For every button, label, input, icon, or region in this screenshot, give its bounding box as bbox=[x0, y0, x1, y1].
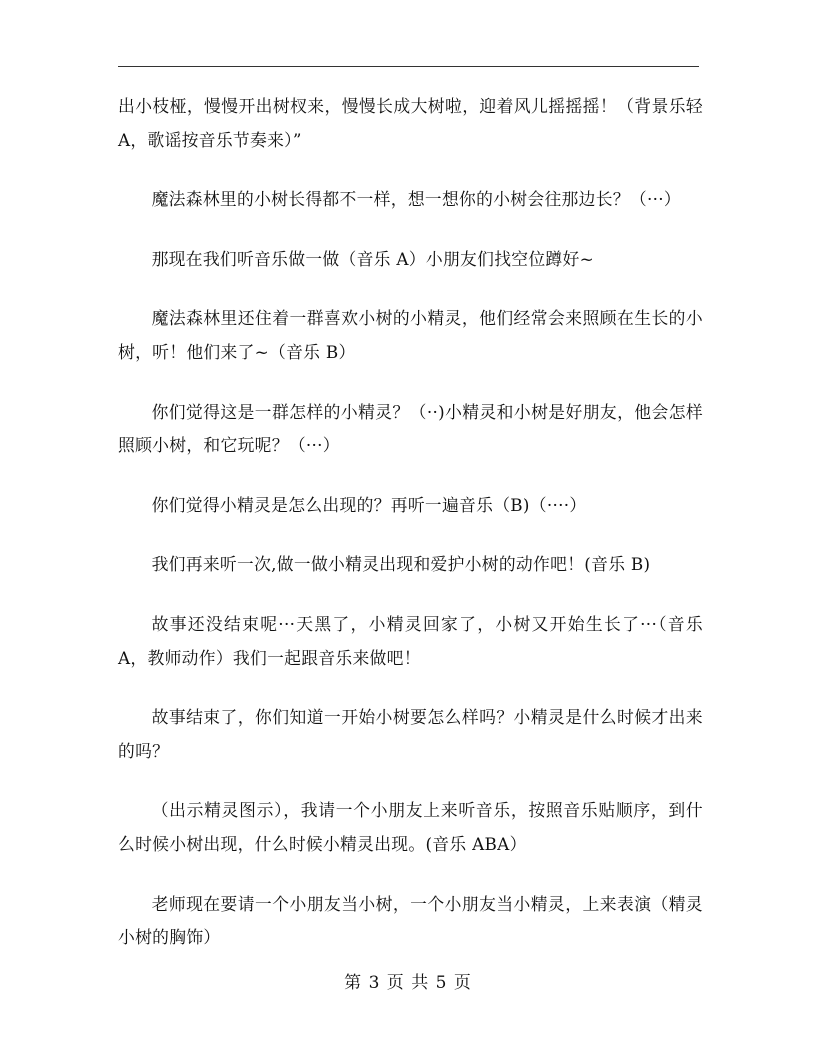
paragraph-6: 你们觉得小精灵是怎么出现的？再听一遍音乐（B)（····） bbox=[151, 494, 587, 515]
footer-suffix: 页 bbox=[453, 973, 472, 993]
paragraph-4: 魔法森林里还住着一群喜欢小树的小精灵，他们经常会来照顾在生长的小树，听！他们来了~（音乐 B） bbox=[118, 308, 703, 362]
paragraph-5: 你们觉得这是一群怎样的小精灵？（··)小精灵和小树是好朋友，他会怎样照顾小树，和它玩呢？（···） bbox=[118, 401, 703, 456]
header-rule bbox=[118, 66, 699, 67]
page-footer bbox=[0, 968, 816, 993]
paragraph-8: 故事还没结束呢···天黑了，小精灵回家了，小树又开始生长了···（音乐 A，教师动作）我们一起跟音乐来做吧！ bbox=[118, 613, 703, 668]
paragraph-2: 魔法森林里的小树长得都不一样，想一想你的小树会往那边长？（···） bbox=[151, 189, 681, 210]
paragraph-9: 故事结束了，你们知道一开始小树要怎么样吗？小精灵是什么时候才出来的吗？ bbox=[118, 707, 703, 761]
paragraph-11: 老师现在要请一个小朋友当小树，一个小朋友当小精灵，上来表演（精灵小树的胸饰） bbox=[118, 893, 703, 948]
footer-prefix: 第 bbox=[344, 973, 363, 993]
footer-mid: 页 共 bbox=[386, 973, 430, 993]
paragraph-1: 出小枝桠，慢慢开出树杈来，慢慢长成大树啦，迎着风儿摇摇摇！（背景乐轻 A，歌谣按音乐节奏来）” bbox=[118, 96, 703, 150]
paragraph-7: 我们再来听一次,做一做小精灵出现和爱护小树的动作吧！(音乐 B) bbox=[151, 554, 651, 575]
document-body bbox=[118, 90, 703, 981]
current-page-number: 3 bbox=[368, 973, 381, 993]
paragraph-10: （出示精灵图示），我请一个小朋友上来听音乐，按照音乐贴顺序，到什么时候小树出现，什么时候小精灵出现。(音乐 ABA） bbox=[118, 800, 703, 854]
paragraph-3: 那现在我们听音乐做一做（音乐 A）小朋友们找空位蹲好~ bbox=[151, 248, 594, 269]
total-page-number: 5 bbox=[435, 973, 448, 993]
